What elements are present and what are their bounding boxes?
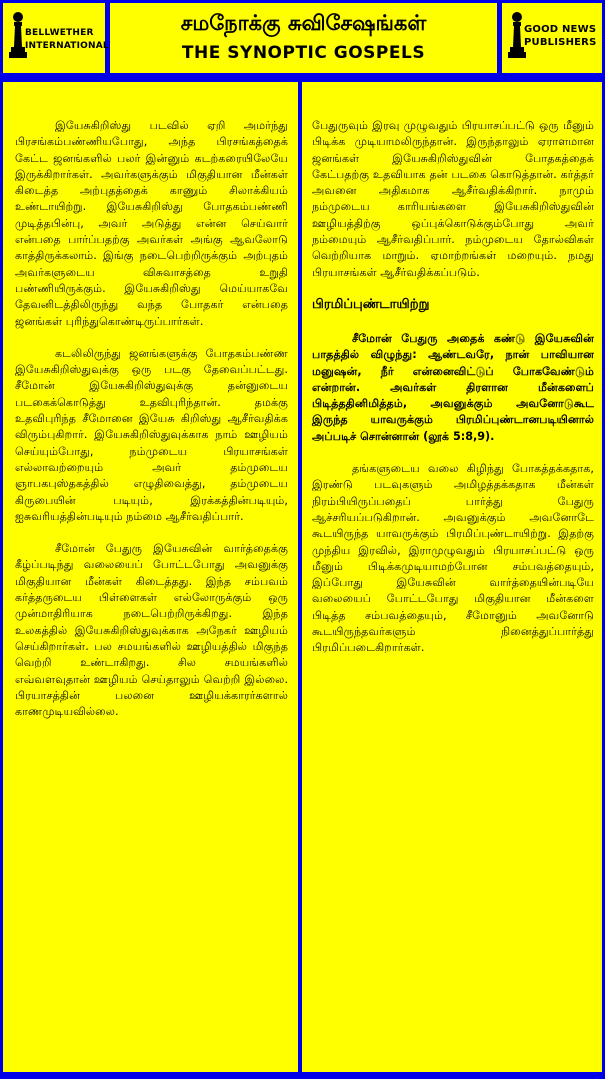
bellwether-line2: INTERNATIONAL: [25, 41, 109, 51]
page-title-english: THE SYNOPTIC GOSPELS: [181, 43, 426, 63]
bellwether-logo: [3, 3, 109, 73]
good-news-line2: PUBLISHERS: [524, 37, 597, 48]
left-paragraph-1: இயேசுகிறிஸ்து படவில் ஏறி அமர்ந்து பிரசங்கம்பண்ணியபோது, அந்த பிரசங்கத்தைக் கேட்ட ஜனங்களில் பலர் இன்னும் கடற்கரையிலேயே இருக்கிறார்கள். அவர்களுக்கும் மிகுதியான மீன்கள் கிடைத்த அற்புதத்தைக் காணும் சிலாக்கியம் உண்டாயிற்று. இயேசுகிறிஸ்து போதகம்பண்ணி முடித்தபின்பு, அவர் அடுத்து என்ன செய்வார் என்பதை பார்ப்பதற்கு அவர்கள் அங்கு ஆவலோடு காத்திருக்கலாம். இங்கு நடைபெற்றிருக்கும் அற்புதம் அவர்களுடைய விசுவாசத்தை உறுதி பண்ணியிருக்கும். இயேசுகிறிஸ்து மெய்யாகவே தேவனிடத்திலிருந்து வந்த போதகர் என்பதை ஜனங்கள் புரிந்துகொண்டிருப்பார்கள்.: [15, 119, 288, 328]
title-banner: [110, 3, 497, 73]
good-news-logo: [502, 3, 602, 73]
left-paragraph-2: கடலிலிருந்து ஜனங்களுக்கு போதகம்பண்ண இயேசுகிறிஸ்துவுக்கு ஒரு படகு தேவைப்பட்டது. சீமோன் இயேசுகிறிஸ்துவுக்கு தன்னுடைய படகைக்கொடுத்து உதவிபுரிந்தான். தமக்கு உதவிபுரிந்த சீமோனை இயேசு கிறிஸ்து ஆசீர்வதிக்க விரும்புகிறார். இயேசுகிறிஸ்துவுக்காக நாம் ஊழியம் செய்யும்போது, நம்முடைய பிரயாசங்கள் எல்லாவற்றையும் அவர் தம்முடைய ஞாபகபுஸ்தகத்தில் எழுதிவைத்து, தம்முடைய கிருபையின் படியும், இரக்கத்தின்படியும், ஐசுவரியத்தின்படியும் நம்மை ஆசீர்வதிப்பார்.: [15, 346, 288, 523]
scripture-quote: சீமோன் பேதுரு அதைக் கண்டு இயேசுவின் பாதத்தில் விழுந்து: ஆண்டவரே, நான் பாவியான மனுஷன், நீர் என்னைவிட்டுப் போகவேண்டும் என்றான். அவர்கள் திரளான மீன்களைப் பிடித்ததினிமித்தம், அவனுக்கும் அவனோடுகூட இருந்த யாவருக்கும் பிரமிப்புண்டானபடியினால் அப்படிச் சொன்னான் (லூக் 5:8,9).: [312, 331, 594, 443]
right-column: [302, 82, 602, 1072]
bellwether-logo-text: [25, 27, 109, 53]
page-header: [0, 0, 605, 78]
good-news-logo-text: [524, 23, 596, 49]
left-column: [3, 82, 298, 1072]
page-title-tamil: சமநோக்கு சுவிசேஷங்கள்: [180, 11, 427, 35]
right-intro-paragraph: பேதுருவும் இரவு முழுவதும் பிரயாசப்பட்டு ஒரு மீனும் பிடிக்க முடியாமலிருந்தான். இருந்தாலும் ஏராளமான ஜனங்கள் இயேசுகிறிஸ்துவின் போதகத்தைக் கேட்பதற்கு உதவியாக தன் படகை கொடுத்தான். கர்த்தர் அவனை அதிகமாக ஆசீர்வதிக்கிறார். நாமும் நம்முடைய காரியங்களை இயேசுகிறிஸ்துவின் ஊழியத்திற்கு ஒப்புக்கொடுக்கும்போது அவர் நம்மையும் ஆசீர்வதிப்பார். நம்முடைய தோல்விகள் வெற்றியாக மாறும். ஏமாற்றங்கள் மறையும். நமது பிரயாசங்கள் ஆசீர்வதிக்கப்படும்.: [312, 119, 594, 279]
right-closing-paragraph: தங்களுடைய வலை கிழிந்து போகத்தக்கதாக, இரண்டு படவுகளும் அமிழத்தக்கதாக மீன்கள் நிரம்பியிருப்பதைப் பார்த்து பேதுரு ஆச்சரியப்படுகிறான். அவனுக்கும் அவனோடே கூடயிருந்த யாவருக்கும் பிரமிப்புண்டாயிற்று. இதற்கு முந்திய இரவில், இராமுழுவதும் பிரயாசப்பட்டு ஒரு மீனும் பிடிக்கமுடியாமற்போன சம்பவத்தையும், இப்போது இயேசுவின் வார்த்தையின்படியே வலையைப் போட்டபோது மிகுதியான மீன்களை பிடித்த சம்பவத்தையும், சீமோனும் அவனோடு கூடயிருந்தவர்களும் நினைத்துப்பார்த்து பிரமிப்படைகிறார்கள்.: [312, 462, 594, 655]
bellwether-line1: BELLWETHER: [25, 28, 94, 38]
left-paragraph-3: சீமோன் பேதுரு இயேசுவின் வார்த்தைக்கு கீழ்ப்படிந்து வலையைப் போட்டபோது அவனுக்கு மிகுதியான மீன்கள் கிடைத்தது. இந்த சம்பவம் கர்த்தருடைய பிள்ளைகள் எல்லோருக்கும் ஒரு முன்மாதிரியாக நடைபெற்றிருக்கிறது. இந்த உலகத்தில் இயேசுகிறிஸ்துவுக்காக அநேகர் ஊழியம் செய்கிறார்கள். பல சமயங்களில் ஊழியத்தில் மிகுந்த வெற்றி உண்டாகிறது. சில சமயங்களில் எவ்வளவுதான் ஊழியம் செய்தாலும் வெற்றி இல்லை. பிரயாசத்தின் பலனை ஊழியக்காரர்களால் காணமுடியவில்லை.: [15, 542, 288, 719]
good-news-line1: GOOD NEWS: [524, 24, 597, 35]
section-heading: பிரமிப்புண்டாயிற்று: [312, 296, 430, 312]
